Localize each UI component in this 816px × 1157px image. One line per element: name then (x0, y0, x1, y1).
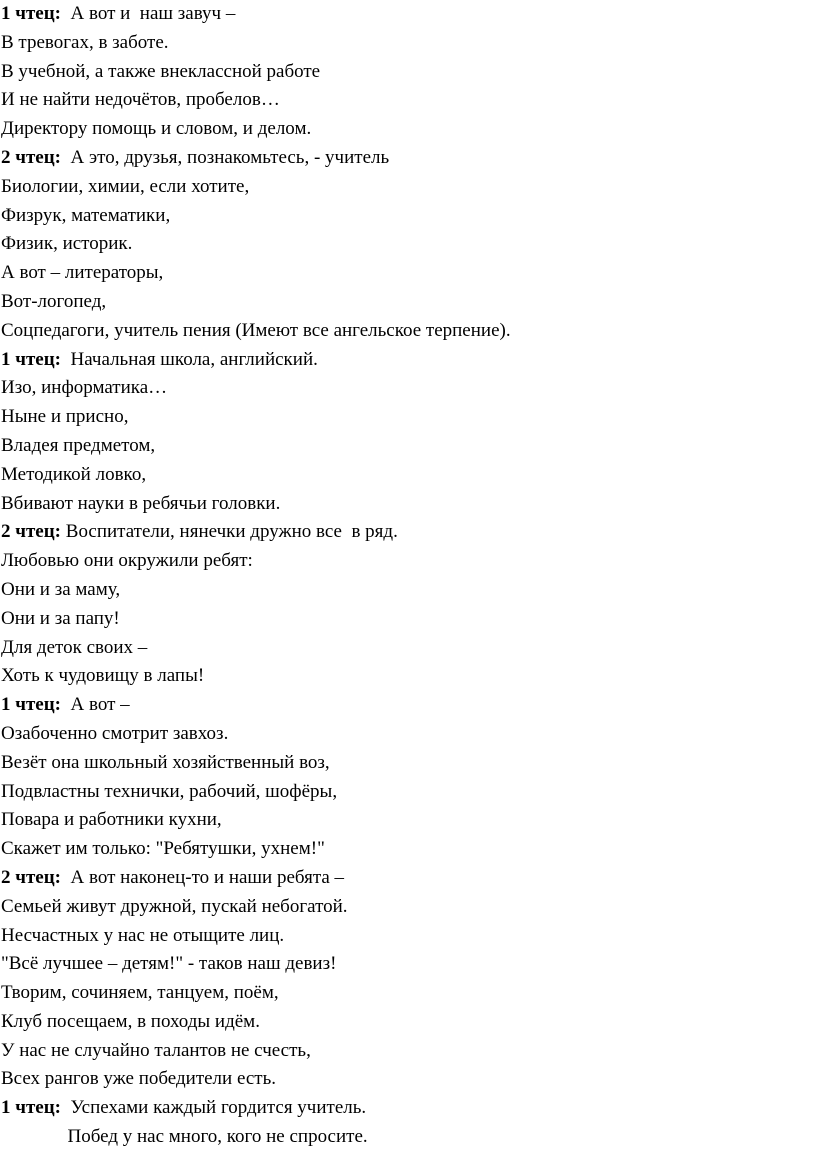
text-line (1, 605, 801, 634)
text-line (1, 950, 801, 979)
text-line (1, 778, 801, 807)
line-text: А вот наконец-то и наши ребята – (61, 866, 345, 888)
line-text: В тревогах, в заботе. (1, 31, 169, 53)
text-line (1, 432, 801, 461)
text-line (1, 518, 801, 547)
text-line (1, 576, 801, 605)
text-line (1, 1008, 801, 1037)
text-line (1, 144, 801, 173)
line-text: В учебной, а также внеклассной работе (1, 60, 321, 82)
line-text: Они и за папу! (1, 607, 120, 629)
text-line (1, 374, 801, 403)
line-text: А вот и наш завуч – (61, 3, 236, 24)
line-text: Успехами каждый гордится учитель. (61, 1097, 367, 1119)
text-line (1, 720, 801, 749)
line-text: Скажет им только: "Ребятушки, ухнем!" (1, 838, 325, 860)
text-line (1, 634, 801, 663)
speaker-label: 2 чтец: (1, 866, 62, 888)
speaker-label: 1 чтец: (1, 694, 62, 716)
text-line (1, 662, 801, 691)
line-text: Они и за маму, (1, 578, 121, 600)
text-line (1, 922, 801, 951)
line-text: Изо, информатика… (1, 377, 168, 399)
line-text: Физрук, математики, (1, 204, 171, 226)
text-line (1, 403, 801, 432)
line-text: Владея предметом, (1, 434, 156, 456)
text-line (1, 979, 801, 1008)
line-text: Несчастных у нас не отыщите лиц. (1, 924, 285, 946)
line-text: А вот – (61, 694, 130, 716)
line-text: Подвластны технички, рабочий, шофёры, (1, 780, 338, 802)
line-text: Начальная школа, английский. (61, 348, 318, 370)
line-text: У нас не случайно талантов не счесть, (1, 1039, 311, 1061)
line-text: Методикой ловко, (1, 463, 147, 485)
line-text: Всех рангов уже победители есть. (1, 1068, 277, 1090)
text-line (1, 1065, 801, 1094)
speaker-label: 1 чтец: (1, 3, 62, 24)
line-text: "Всё лучшее – детям!" - таков наш девиз! (1, 953, 337, 975)
text-line (1, 835, 801, 864)
line-text: Семьей живут дружной, пускай небогатой. (1, 895, 348, 917)
line-text: Физик, историк. (1, 233, 133, 255)
line-text: Побед у нас много, кого не спросите. (1, 1126, 368, 1148)
line-text: И не найти недочётов, пробелов… (1, 89, 280, 111)
text-line (1, 29, 801, 58)
line-text: Хоть к чудовищу в лапы! (1, 665, 205, 687)
line-text: Ныне и присно, (1, 406, 129, 428)
document-text (1, 0, 801, 1152)
line-text: Везёт она школьный хозяйственный воз, (1, 751, 330, 773)
line-text: А это, друзья, познакомьтесь, - учитель (61, 146, 390, 168)
text-line (1, 1094, 801, 1123)
text-line (1, 86, 801, 115)
text-line (1, 259, 801, 288)
line-text: Вот-логопед, (1, 290, 107, 312)
text-line (1, 202, 801, 231)
speaker-label: 1 чтец: (1, 1097, 62, 1119)
line-text: Вбивают науки в ребячьи головки. (1, 492, 281, 514)
text-line (1, 317, 801, 346)
text-line (1, 1037, 801, 1066)
line-text: Воспитатели, нянечки дружно все в ряд. (61, 521, 398, 543)
text-line (1, 346, 801, 375)
text-line (1, 1123, 801, 1152)
text-line (1, 547, 801, 576)
text-line (1, 749, 801, 778)
text-line (1, 230, 801, 259)
speaker-label: 2 чтец: (1, 521, 62, 543)
text-line (1, 115, 801, 144)
text-line (1, 893, 801, 922)
line-text: Директору помощь и словом, и делом. (1, 118, 312, 140)
line-text: Биологии, химии, если хотите, (1, 175, 250, 197)
text-line (1, 864, 801, 893)
text-line (1, 173, 801, 202)
text-line (1, 806, 801, 835)
text-line (1, 288, 801, 317)
line-text: Творим, сочиняем, танцуем, поём, (1, 982, 279, 1004)
line-text: Повара и работники кухни, (1, 809, 222, 831)
text-line (1, 691, 801, 720)
line-text: Озабоченно смотрит завхоз. (1, 722, 229, 744)
line-text: Любовью они окружили ребят: (1, 550, 253, 572)
text-line (1, 461, 801, 490)
line-text: Соцпедагоги, учитель пения (Имеют все ангельское терпение). (1, 319, 511, 341)
speaker-label: 1 чтец: (1, 348, 62, 370)
line-text: Клуб посещаем, в походы идём. (1, 1010, 260, 1032)
line-text: А вот – литераторы, (1, 262, 164, 284)
line-text: Для деток своих – (1, 636, 148, 658)
text-line (1, 490, 801, 519)
text-line (1, 0, 801, 29)
speaker-label: 2 чтец: (1, 146, 62, 168)
text-line (1, 58, 801, 87)
